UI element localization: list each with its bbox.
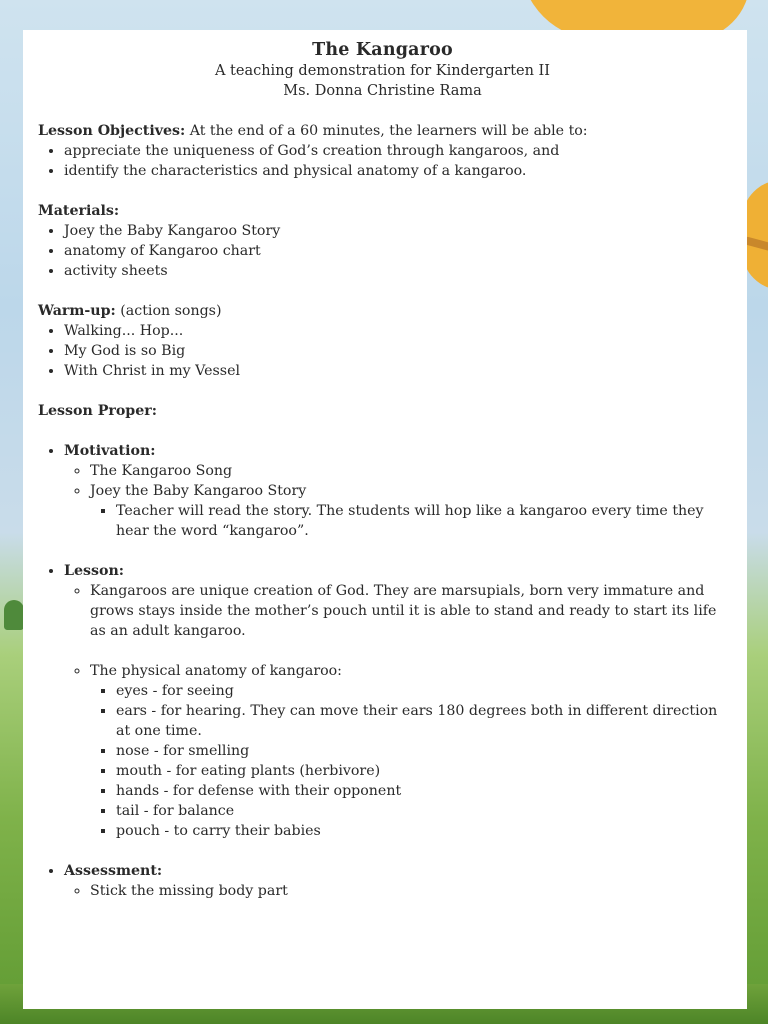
list-item: • activity sheets	[64, 261, 727, 281]
list-item: ▪ nose - for smelling	[116, 741, 727, 761]
warmup-note: (action songs)	[115, 303, 222, 319]
list-item: • My God is so Big	[64, 341, 727, 361]
list-item: ◦ Stick the missing body part	[90, 881, 727, 901]
objectives-list	[38, 141, 727, 181]
list-item: ▪ pouch - to carry their babies	[116, 821, 727, 841]
objectives-heading	[38, 121, 727, 141]
lesson-item	[64, 561, 727, 861]
motivation-label: Motivation:	[64, 443, 156, 459]
materials-label: Materials:	[38, 203, 120, 219]
objectives-label: Lesson Objectives:	[38, 123, 186, 139]
lesson-plan-page	[23, 30, 747, 1009]
list-item: • identify the characteristics and physical anatomy of a kangaroo.	[64, 161, 727, 181]
list-item: ▪ Teacher will read the story. The students will hop like a kangaroo every time they hear the word “kangaroo”.	[116, 501, 727, 541]
list-item: • Walking... Hop...	[64, 321, 727, 341]
assessment-list	[64, 881, 727, 901]
story-instructions-list	[90, 501, 727, 541]
anatomy-list	[90, 681, 727, 841]
lesson-paragraph: ◦ Kangaroos are unique creation of God. They are marsupials, born very immature and grows stays inside the mother’s pouch until it is able to stand and ready to start its life as an adult kangaroo.	[90, 581, 727, 641]
assessment-label: Assessment:	[64, 863, 163, 879]
page-subtitle: A teaching demonstration for Kindergarten II	[214, 63, 551, 79]
lesson-proper-label: Lesson Proper:	[38, 403, 157, 419]
lesson-list	[64, 581, 727, 641]
list-item: ◦ The Kangaroo Song	[90, 461, 727, 481]
warmup-heading	[38, 301, 727, 321]
motivation-item	[64, 441, 727, 561]
warmup-label: Warm-up:	[38, 303, 116, 319]
anatomy-section	[64, 661, 727, 841]
list-item: ▪ tail - for balance	[116, 801, 727, 821]
list-item: • anatomy of Kangaroo chart	[64, 241, 727, 261]
list-item: ▪ mouth - for eating plants (herbivore)	[116, 761, 727, 781]
objectives-intro: At the end of a 60 minutes, the learners will be able to:	[185, 123, 588, 139]
teacher-name: Ms. Donna Christine Rama	[283, 83, 482, 99]
lesson-proper-heading	[38, 401, 727, 421]
warmup-list	[38, 321, 727, 381]
list-item: ▪ hands - for defense with their opponent	[116, 781, 727, 801]
anatomy-item	[90, 661, 727, 841]
motivation-list	[64, 461, 727, 541]
list-item: • Joey the Baby Kangaroo Story	[64, 221, 727, 241]
lesson-label: Lesson:	[64, 563, 124, 579]
list-item: • With Christ in my Vessel	[64, 361, 727, 381]
decor-bush	[4, 600, 24, 630]
page-title: The Kangaroo	[312, 40, 453, 60]
list-item	[90, 481, 727, 541]
list-item-text: Joey the Baby Kangaroo Story	[90, 483, 307, 499]
materials-list	[38, 221, 727, 281]
list-item: • appreciate the uniqueness of God’s creation through kangaroos, and	[64, 141, 727, 161]
list-item: ▪ eyes - for seeing	[116, 681, 727, 701]
anatomy-label: The physical anatomy of kangaroo:	[90, 663, 342, 679]
lesson-proper-list	[38, 441, 727, 901]
materials-heading	[38, 201, 727, 221]
assessment-item	[64, 861, 727, 901]
list-item: ▪ ears - for hearing. They can move their ears 180 degrees both in different direction at one time.	[116, 701, 727, 741]
